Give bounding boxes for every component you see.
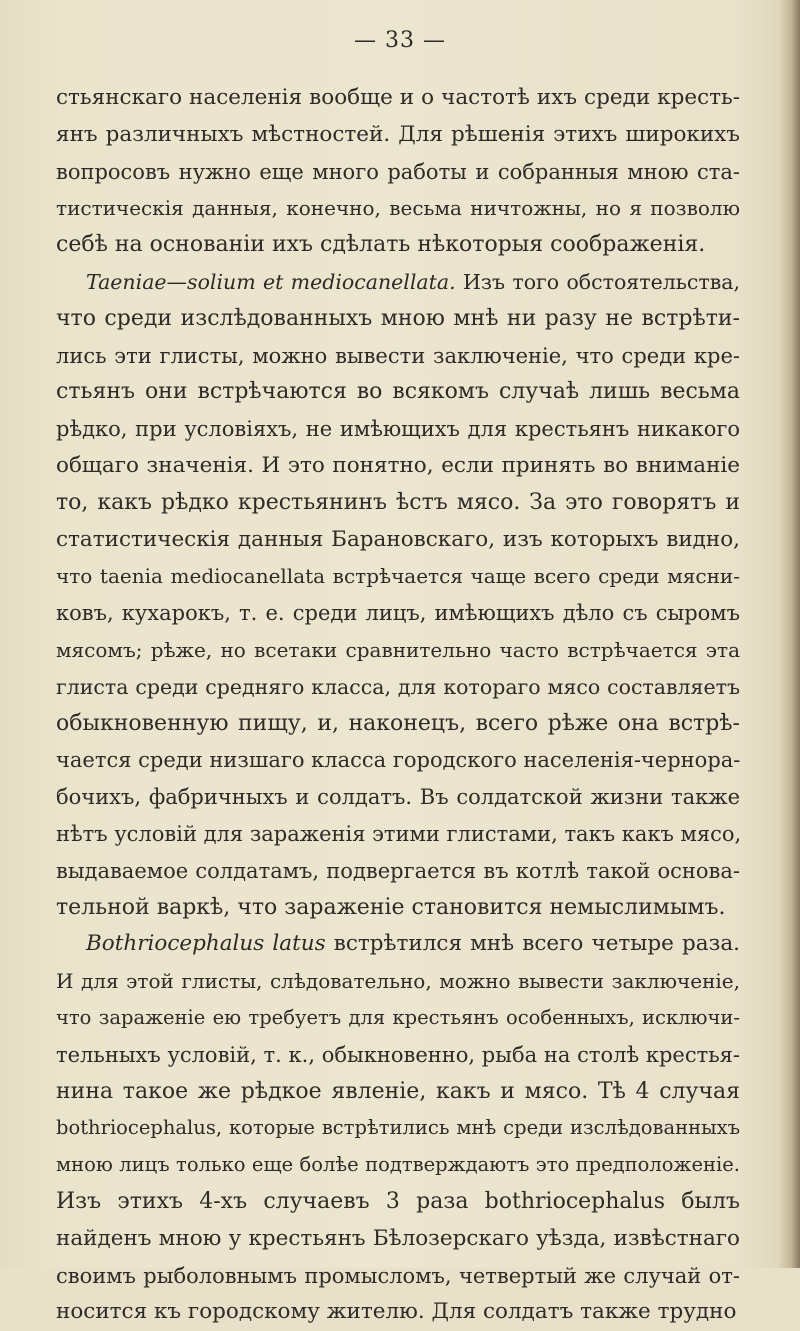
spine-shadow bbox=[778, 0, 800, 1268]
text-line: своимъ рыболовнымъ промысломъ, четвертый же случай от- bbox=[56, 1263, 740, 1288]
text-line: стьянъ они встрѣчаются во всякомъ случаѣ лишь весьма bbox=[56, 379, 740, 405]
text-line: лись эти глисты, можно вывести заключеніе, что среди кре- bbox=[56, 343, 740, 368]
lead-continuation: встрѣтился мнѣ всего четыре раза. bbox=[325, 931, 740, 957]
paragraph-lead-line bbox=[56, 926, 740, 963]
text-line: тельныхъ условій, т. к., обыкновенно, рыба на столѣ крестья- bbox=[56, 1042, 740, 1067]
text-line: что среди изслѣдованныхъ мною мнѣ ни разу не встрѣти- bbox=[56, 305, 740, 331]
text-line: себѣ на основаніи ихъ сдѣлать нѣкоторыя соображенія. bbox=[56, 232, 706, 258]
text-line: нѣтъ условій для зараженія этими глистами, такъ какъ мясо, bbox=[56, 821, 742, 846]
text-line: нина такое же рѣдкое явленіе, какъ и мясо. Тѣ 4 случая bbox=[56, 1078, 740, 1104]
text-line: найденъ мною у крестьянъ Бѣлозерскаго уѣзда, извѣстнаго bbox=[56, 1225, 740, 1251]
text-line: глиста среди средняго класса, для котораго мясо составляетъ bbox=[56, 674, 740, 699]
text-line: тельной варкѣ, что зараженіе становится немыслимымъ. bbox=[56, 894, 726, 920]
text-line: общаго значенія. И это понятно, если принять во вниманіе bbox=[56, 452, 740, 478]
text-line: вопросовъ нужно еще много работы и собранныя мною ста- bbox=[56, 159, 740, 184]
body-text bbox=[56, 80, 740, 1331]
text-line: bothriocephalus, которые встрѣтились мнѣ среди изслѣдованныхъ bbox=[56, 1116, 740, 1140]
text-line: рѣдко, при условіяхъ, не имѣющихъ для крестьянъ никакого bbox=[56, 417, 740, 442]
text-line: мною лицъ только еще болѣе подтверждаютъ это предположеніе. bbox=[56, 1153, 740, 1177]
text-line: обыкновенную пищу, и, наконецъ, всего рѣже она встрѣ- bbox=[56, 710, 740, 736]
lead-continuation: Изъ того обстоятельства, bbox=[455, 269, 740, 294]
text-line: то, какъ рѣдко крестьянинъ ѣстъ мясо. За это говорятъ и bbox=[56, 489, 740, 515]
taenia-heading: Taeniae—solium et mediocanellata. bbox=[86, 269, 456, 294]
text-line: тистическія данныя, конечно, весьма ничтожны, но я позволю bbox=[56, 196, 740, 221]
text-line: что taenia mediocanellata встрѣчается чаще всего среди мясни- bbox=[56, 564, 740, 589]
bothriocephalus-heading: Bothriocephalus latus bbox=[86, 931, 326, 957]
paragraph-lead-line bbox=[56, 264, 740, 301]
text-line: что зараженіе ею требуетъ для крестьянъ особенныхъ, исключи- bbox=[56, 1005, 740, 1029]
text-line: статистическія данныя Барановскаго, изъ которыхъ видно, bbox=[56, 526, 740, 552]
text-line: Изъ этихъ 4-хъ случаевъ 3 раза bothriocephalus былъ bbox=[56, 1188, 740, 1214]
text-line: выдаваемое солдатамъ, подвергается въ котлѣ такой основа- bbox=[56, 858, 740, 883]
page-number: — 33 — bbox=[354, 28, 446, 53]
text-line: янъ различныхъ мѣстностей. Для рѣшенія этихъ широкихъ bbox=[56, 121, 740, 147]
text-line: бочихъ, фабричныхъ и солдатъ. Въ солдатской жизни также bbox=[56, 785, 740, 810]
text-line: И для этой глисты, слѣдовательно, можно вывести заключеніе, bbox=[56, 969, 740, 994]
text-line: стьянскаго населенія вообще и о частотѣ ихъ среди кресть- bbox=[56, 85, 740, 110]
text-line: мясомъ; рѣже, но всетаки сравнительно часто встрѣчается эта bbox=[56, 637, 740, 662]
text-line: ковъ, кухарокъ, т. е. среди лицъ, имѣющихъ дѣло съ сыромъ bbox=[56, 601, 740, 626]
text-line: носится къ городскому жителю. Для солдатъ также трудно bbox=[56, 1299, 737, 1325]
text-line: чается среди низшаго класса городского населенія-чернора- bbox=[56, 748, 741, 773]
